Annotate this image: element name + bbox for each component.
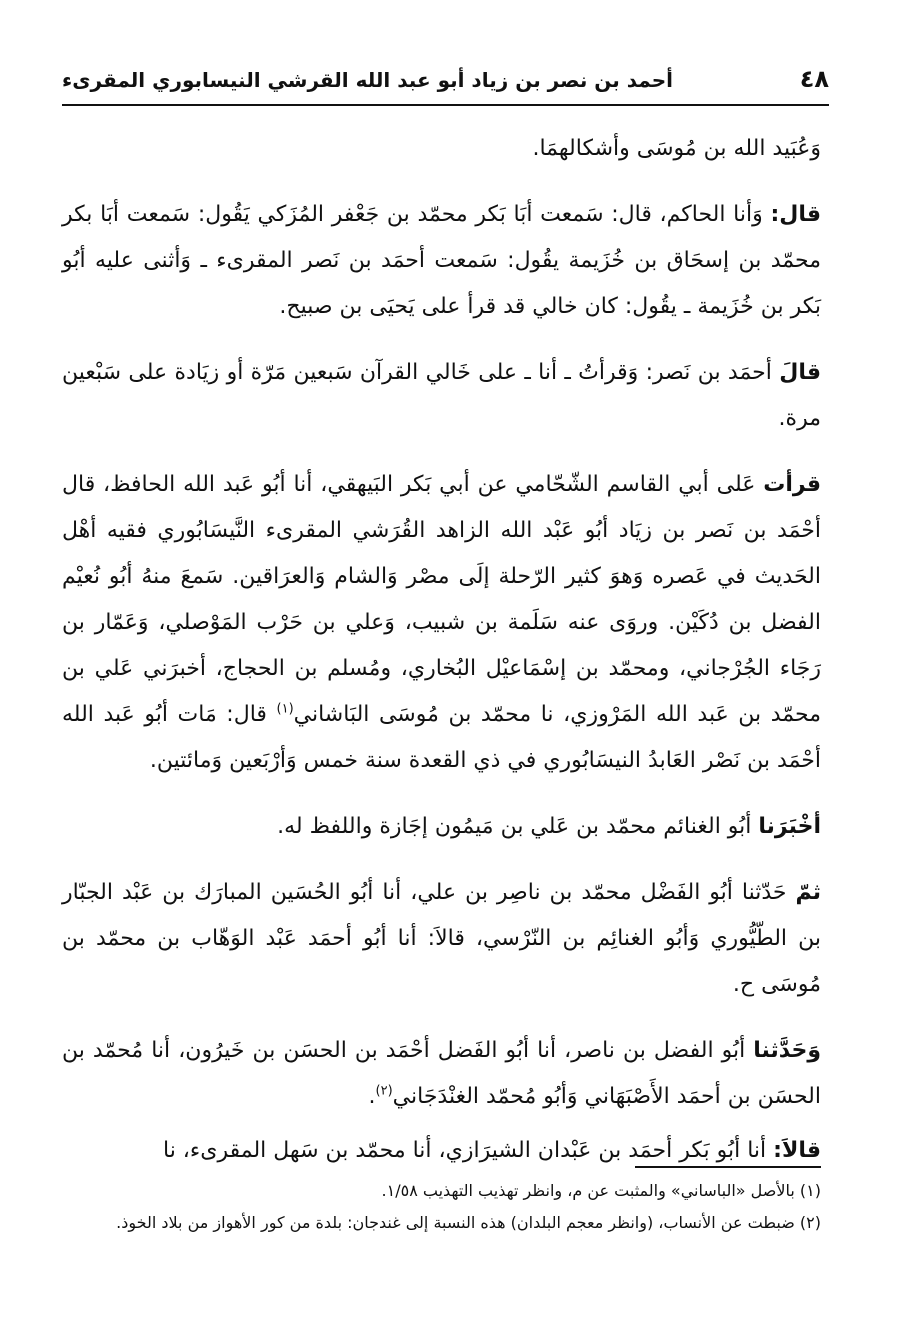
footnote-ref-1[interactable]: (١): [276, 701, 294, 717]
paragraph-text-tail: .: [368, 1084, 376, 1109]
page-header: [62, 62, 829, 100]
paragraph-lead: قالَ: [779, 360, 821, 385]
paragraph-lead: قرأت: [763, 472, 821, 497]
paragraph-lead: وَحَدَّثنا: [753, 1038, 821, 1063]
footnote-separator: [635, 1166, 821, 1168]
paragraph-text: أبُو الغنائم محمّد بن عَلي بن مَيمُون إجَازة واللفظ له.: [277, 814, 759, 839]
footnotes: [62, 1176, 821, 1240]
paragraph-4: [62, 462, 821, 784]
paragraph-lead: قال:: [770, 202, 821, 227]
running-title: أحمد بن نصر بن زياد أبو عبد الله القرشي النيسابوري المقرىء: [62, 68, 673, 92]
paragraph-text: وَعُبَيد الله بن مُوسَى وأشكالهمَا.: [532, 136, 821, 161]
paragraph-text: حَدّثنا أبُو الفَضْل محمّد بن ناصِر بن علي، أنا أبُو الحُسَين المبارَك بن عَبْد الجبّار بن الطّيُّوري وَأبُو الغنائِم بن النّرْسي، قالاَ: أنا أبُو أحمَد عَبْد الوَهّاب بن محمّد بن مُوسَى ح.: [62, 880, 821, 997]
paragraph-text: أحمَد بن نَصر: وَقرأتُ ـ أنا ـ على خَالي القرآن سَبعين مَرّة أو زيَادة على سَبْعين مرة.: [62, 360, 821, 431]
paragraph-lead: أخْبَرَنا: [758, 814, 821, 839]
page-number: ٤٨: [799, 65, 829, 93]
main-text: [62, 126, 821, 1194]
paragraph-5: [62, 804, 821, 850]
footnote-ref-2[interactable]: (٢): [375, 1083, 393, 1099]
paragraph-1: [62, 126, 821, 172]
paragraph-lead: قالاَ:: [773, 1138, 821, 1163]
header-rule: [62, 104, 829, 106]
footnote-1: (١) بالأصل «الباساني» والمثبت عن م، وانظر تهذيب التهذيب ١/٥٨.: [381, 1181, 821, 1200]
paragraph-7: [62, 1028, 821, 1120]
paragraph-2: [62, 192, 821, 330]
paragraph-text: وَأنا الحاكم، قال: سَمعت أبَا بَكر محمّد بن جَعْفر المُزَكي يَقُول: سَمعت أبَا بكر محمّد بن إسحَاق بن خُزَيمة يقُول: سَمعت أحمَد بن نَصر المقرىء ـ وَأثنى عليه أبُو بَكر بن خُزَيمة ـ يقُول: كان خالي قد قرأ على يَحيَى بن صبيح.: [62, 202, 821, 319]
paragraph-text: أنا أبُو بَكر أحمَد بن عَبْدان الشيرَازي، أنا محمّد بن سَهل المقرىء، نا: [162, 1138, 774, 1163]
paragraph-text-tail: قال: مَات أبُو عَبد الله أحْمَد بن نَصْر العَابدُ النيسَابُوري في ذي القعدة سنة خمس وَأرْبَعين وَمائتين.: [62, 702, 821, 773]
paragraph-6: [62, 870, 821, 1008]
paragraph-lead: ثمّ: [795, 880, 821, 905]
footnote-2: (٢) ضبطت عن الأنساب، (وانظر معجم البلدان) هذه النسبة إلى غندجان: بلدة من كور الأهواز من بلاد الخوذ.: [116, 1213, 821, 1232]
paragraph-3: [62, 350, 821, 442]
paragraph-text: أبُو الفضل بن ناصر، أنا أبُو الفَضل أحْمَد بن الحسَن بن خَيرُون، أنا مُحمّد بن الحسَن بن أحمَد الأَصْبَهَاني وَأبُو مُحمّد الغنْدَجَاني: [62, 1038, 821, 1109]
paragraph-text: عَلى أبي القاسم الشّحّامي عن أبي بَكر البَيهقي، أنا أبُو عَبد الله الحافظ، قال أحْمَد بن نَصر بن زيَاد أبُو عَبْد الله الزاهد القُرَشي المقرىء النَّيسَابُوري فقيه أهْل الحَديث في عَصره وَهوَ كثير الرّحلة إلَى مصْر وَالشام وَالعرَاقين. سَمعَ منهُ أبُو نُعيْم الفضل بن دُكَيْن. وروَى عنه سَلَمة بن شبيب، وَعلي بن حَرْب المَوْصلي، وَعَمّار بن رَجَاء الجُرْجاني، ومحمّد بن إسْمَاعيْل البُخاري، ومُسلم بن الحجاج، أخبرَني عَلي بن محمّد بن عَبد الله المَرْوزي، نا محمّد بن مُوسَى البَاشاني: [62, 472, 821, 727]
